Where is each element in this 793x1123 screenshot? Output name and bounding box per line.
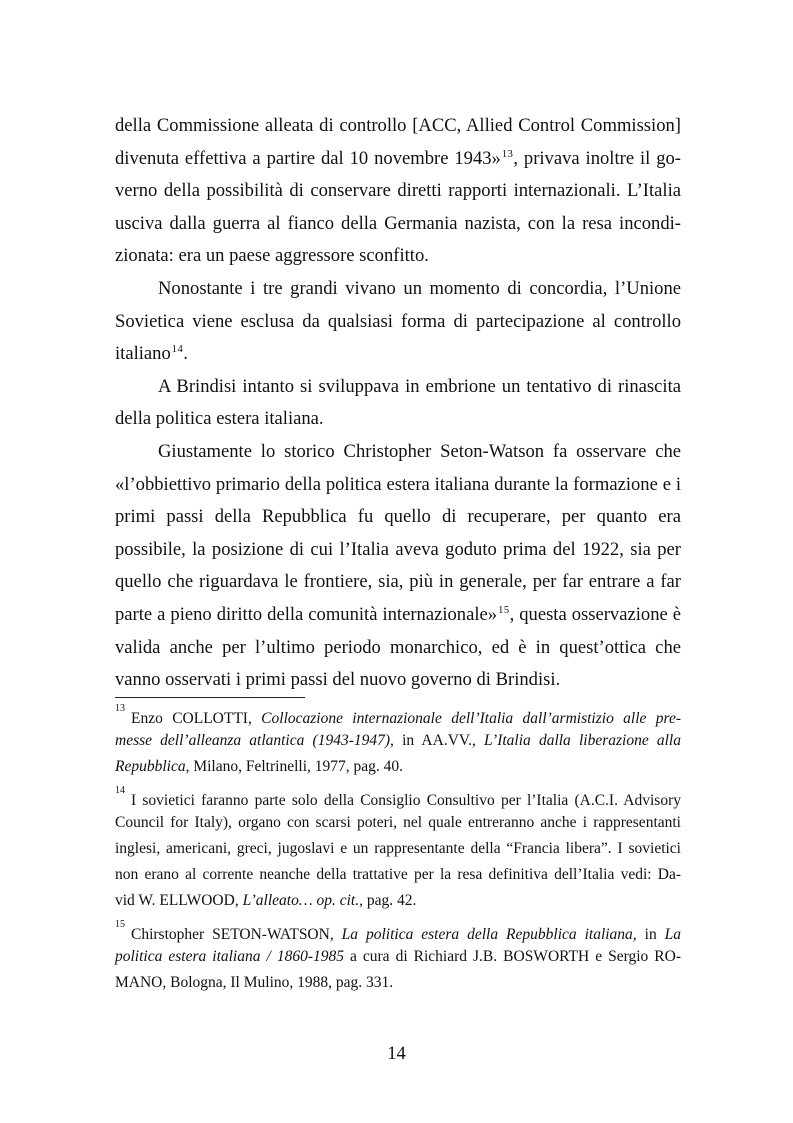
text-line [115, 534, 681, 567]
text-segment: , questa osservazione è [509, 603, 681, 625]
text-line [115, 208, 681, 241]
text-line [115, 436, 681, 469]
main-text [115, 110, 681, 697]
paragraph-1 [115, 110, 681, 273]
text-segment: A Brindisi intanto si sviluppava in embrione un tentativo di rinascita [158, 375, 681, 397]
paragraph-2 [115, 273, 681, 371]
footnotes [115, 702, 681, 1000]
text-segment: «l’obbiettivo primario della politica estera italiana durante la formazione e i [115, 473, 681, 495]
footnote-text: MANO, Bologna, Il Mulino, 1988, pag. 331. [115, 974, 394, 991]
footnote-reference: 13 [501, 148, 514, 160]
footnote-reference: 15 [498, 604, 510, 616]
text-segment: Nonostante i tre grandi vivano un momento di concordia, l’Unione [158, 277, 681, 299]
text-segment: , privava inoltre il go- [513, 147, 681, 169]
footnote-text: a cura di Richiard J.B. BOSWORTH e Sergio RO- [343, 948, 681, 965]
footnote-title: messe dell’alleanza atlantica (1943-1947) [115, 732, 391, 749]
text-segment: quello che riguardava le frontiere, sia, più in generale, per far entrare a far [115, 571, 681, 593]
text-line [115, 371, 681, 404]
footnote-title: L’alleato… op. cit., [242, 892, 363, 909]
footnote-text: in [636, 926, 665, 944]
footnote-text: Council for Italy), organo con scarsi poteri, nel quale entreranno anche i rappresentanti [115, 814, 681, 831]
text-segment: parte a pieno diritto della comunità internazionale» [115, 603, 498, 625]
footnote-title: Collocazione internazionale dell’Italia dall’armistizio alle pre- [261, 710, 681, 728]
text-line [115, 175, 681, 208]
footnote-text: Chirstopher SETON-WATSON, [131, 926, 342, 944]
text-segment: zionata: era un paese aggressore sconfitto. [115, 245, 429, 267]
footnote-text: inglesi, americani, greci, jugoslavi e un rappresentante della “Francia libera”. I sovietici [115, 840, 681, 857]
text-segment: verno della possibilità di conservare diretti rapporti internazionali. L’Italia [115, 180, 681, 202]
text-segment: vanno osservati i primi passi del nuovo governo di Brindisi. [115, 669, 561, 691]
footnote-text: non erano al corrente neanche della trattative per la resa definitiva dell’Italia vedi: Da- [115, 866, 681, 883]
footnote-title: La politica estera della Repubblica italiana, [341, 926, 637, 944]
footnote-reference: 14 [171, 344, 184, 356]
text-line [115, 469, 681, 502]
text-line [115, 599, 681, 632]
text-segment: . [183, 343, 188, 365]
text-line [115, 143, 681, 176]
footnote-text: Milano, Feltrinelli, 1977, pag. 40. [189, 758, 404, 775]
footnote-text: vid W. ELLWOOD, [115, 892, 243, 909]
text-line [115, 632, 681, 665]
footnote-15 [115, 918, 681, 996]
text-line [115, 566, 681, 599]
footnote-title: L’Italia dalla liberazione alla [484, 732, 681, 749]
text-segment: possibile, la posizione di cui l’Italia aveva goduto prima del 1922, sia per [115, 538, 681, 560]
text-line [115, 338, 681, 371]
text-segment: usciva dalla guerra al fianco della Germania nazista, con la resa incondi- [115, 212, 681, 234]
footnote-13 [115, 702, 681, 780]
text-line [115, 110, 681, 143]
footnote-text: pag. 42. [362, 892, 417, 909]
footnote-number: 13 [115, 703, 125, 714]
text-line [115, 273, 681, 306]
text-line [115, 306, 681, 339]
text-segment: valida anche per l’ultimo periodo monarchico, ed è in quest’ottica che [115, 636, 681, 658]
text-line [115, 240, 681, 273]
text-line [115, 664, 681, 697]
text-segment: della politica estera italiana. [115, 408, 324, 430]
text-segment: della Commissione alleata di controllo [ACC, Allied Control Commission] [115, 115, 681, 136]
footnote-text: Enzo COLLOTTI, [131, 710, 262, 728]
text-line [115, 501, 681, 534]
footnote-separator [115, 697, 305, 698]
text-segment: Sovietica viene esclusa da qualsiasi forma di partecipazione al controllo [115, 310, 681, 332]
paragraph-4 [115, 436, 681, 697]
footnote-title: La [664, 926, 682, 944]
footnote-14 [115, 784, 681, 914]
text-segment: italiano [115, 343, 171, 365]
text-line [115, 403, 681, 436]
paragraph-3 [115, 371, 681, 436]
footnote-title: politica estera italiana / 1860-1985 [115, 948, 344, 965]
footnote-text: I sovietici faranno parte solo della Consiglio Consultivo per l’Italia (A.C.I. Advisory [131, 792, 681, 810]
footnote-number: 15 [115, 919, 125, 930]
footnote-title: Repubblica, [115, 758, 190, 775]
page-number: 14 [387, 1043, 406, 1064]
footnote-text: , in AA.VV., [390, 732, 484, 749]
footnote-number: 14 [115, 785, 125, 796]
text-segment: primi passi della Repubblica fu quello di recuperare, per quanto era [115, 506, 681, 528]
text-segment: Giustamente lo storico Christopher Seton-Watson fa osservare che [158, 440, 681, 462]
text-segment: divenuta effettiva a partire dal 10 novembre 1943» [115, 147, 501, 169]
